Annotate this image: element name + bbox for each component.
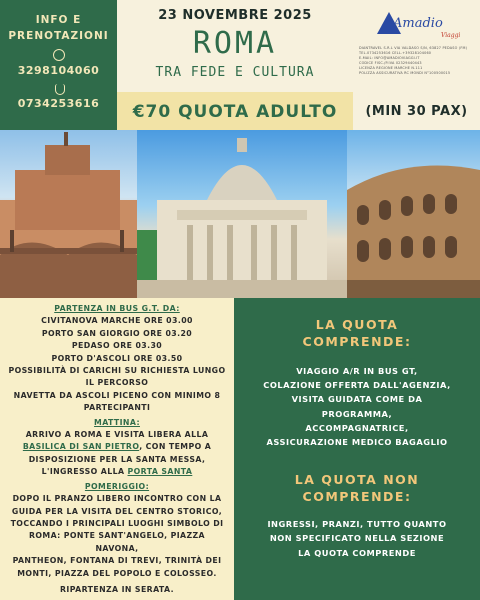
- includes-item: COLAZIONE OFFERTA DALL'AGENZIA,: [263, 380, 451, 391]
- whatsapp-icon: [53, 49, 65, 61]
- afternoon-line: GUIDA PER LA VISITA DEL CENTRO STORICO,: [11, 506, 223, 516]
- departure-line: PARTECIPANTI: [83, 403, 151, 413]
- return-line: RIPARTENZA IN SERATA.: [60, 584, 174, 594]
- header: [117, 0, 353, 92]
- afternoon-line: MONTI, PIAZZA DEL POPOLO E COLOSSEO.: [17, 568, 217, 578]
- photo-basilica-san-pietro: [137, 130, 347, 298]
- departure-line: PEDASO ORE 03.30: [71, 341, 163, 351]
- agency-line: CODICE FISC./P.IVA 02329440443: [359, 61, 422, 65]
- phone-number-mobile[interactable]: 3298104060: [17, 64, 100, 77]
- morning-title: MATTINA:: [94, 417, 140, 427]
- excludes-item: NON SPECIFICATO NELLA SEZIONE: [269, 533, 445, 544]
- afternoon-line: DOPO IL PRANZO LIBERO INCONTRO CON LA: [12, 494, 222, 504]
- min-pax-label: (MIN 30 PAX): [365, 104, 468, 119]
- agency-line: TEL.0734253616 CELL.+39328104060: [359, 51, 432, 55]
- page-title: ROMA: [192, 26, 278, 61]
- includes-item: ASSICURAZIONE MEDICO BAGAGLIO: [266, 437, 448, 448]
- info-title-2: PRENOTAZIONI: [8, 30, 109, 42]
- includes-title-2: COMPRENDE:: [302, 334, 412, 349]
- info-box: [0, 0, 117, 142]
- includes-item: VISITA GUIDATA COME DA: [291, 394, 423, 405]
- program-section: [0, 298, 234, 600]
- agency-details: [359, 46, 474, 76]
- logo-brand-sub: Viaggi: [441, 32, 461, 39]
- morning-line: DISPOSIZIONE PER LA SANTA MESSA,: [28, 454, 206, 464]
- departure-line: CIVITANOVA MARCHE ORE 03.00: [41, 316, 193, 326]
- agency-line: LICENZA REGIONE MARCHE N.111: [359, 66, 423, 70]
- morning-line: L'INGRESSO ALLA PORTA SANTA: [41, 467, 193, 477]
- event-date: 23 NOVEMBRE 2025: [158, 8, 312, 23]
- departure-line: NAVETTA DA ASCOLI PICENO CON MINIMO 8: [13, 390, 221, 400]
- excludes-item: LA QUOTA COMPRENDE: [298, 547, 416, 558]
- departure-line: PORTO SAN GIORGIO ORE 03.20: [41, 328, 193, 338]
- logo-brand: Amadio: [393, 16, 443, 31]
- photo-colosseo: [347, 130, 480, 298]
- includes-item: VIAGGIO A/R IN BUS GT,: [296, 366, 418, 376]
- morning-line: ARRIVO A ROMA E VISITA LIBERA ALLA: [25, 430, 209, 440]
- photo-castel-sant-angelo: [0, 130, 137, 298]
- includes-item: ACCOMPAGNATRICE,: [305, 422, 409, 433]
- morning-line: BASILICA DI SAN PIETRO, CON TEMPO A: [22, 442, 212, 452]
- includes-title: LA QUOTA: [315, 317, 399, 332]
- departure-line: POSSIBILITÀ DI CARICHI SU RICHIESTA LUNGO: [8, 366, 226, 376]
- basilica-link: BASILICA DI SAN PIETRO: [22, 442, 140, 452]
- agency-line: E-MAIL: INFO@AMADIOVIAGGI.IT: [359, 56, 420, 60]
- afternoon-line: ROMA: PONTE SANT'ANGELO, PIAZZA NAVONA,: [28, 531, 205, 553]
- phone-number-landline[interactable]: 0734253616: [17, 97, 100, 110]
- page-subtitle: TRA FEDE E CULTURA: [155, 65, 315, 80]
- excludes-title-2: COMPRENDE:: [302, 489, 412, 505]
- agency-logo-block: [353, 0, 480, 92]
- phone-icon: [53, 83, 65, 95]
- departure-line: PORTO D'ASCOLI ORE 03.50: [51, 353, 183, 363]
- info-title-1: INFO E: [35, 14, 82, 26]
- porta-santa-link: PORTA SANTA: [127, 467, 193, 477]
- excludes-title: LA QUOTA NON: [294, 472, 420, 488]
- price-label: €70 QUOTA ADULTO: [117, 92, 353, 132]
- afternoon-title: POMERIGGIO:: [84, 481, 150, 491]
- agency-logo: [359, 10, 474, 40]
- quota-section: [234, 298, 480, 600]
- agency-line: POLIZZA ASSICURATIVA RC MONDI N°100500015: [359, 71, 451, 75]
- excludes-item: INGRESSI, PRANZI, TUTTO QUANTO: [267, 519, 447, 530]
- departure-line: IL PERCORSO: [85, 378, 149, 388]
- departure-title: PARTENZA IN BUS G.T. DA:: [54, 304, 180, 313]
- afternoon-line: PANTHEON, FONTANA DI TREVI, TRINITÀ DEI: [12, 556, 222, 566]
- afternoon-line: TOCCANDO I PRINCIPALI LUOGHI SIMBOLO DI: [10, 518, 224, 528]
- includes-item: PROGRAMMA,: [321, 408, 393, 419]
- agency-line: DIANTRAVEL S.R.L VIA VALDASO S/N, 63827 PEDASO (FM): [359, 46, 468, 50]
